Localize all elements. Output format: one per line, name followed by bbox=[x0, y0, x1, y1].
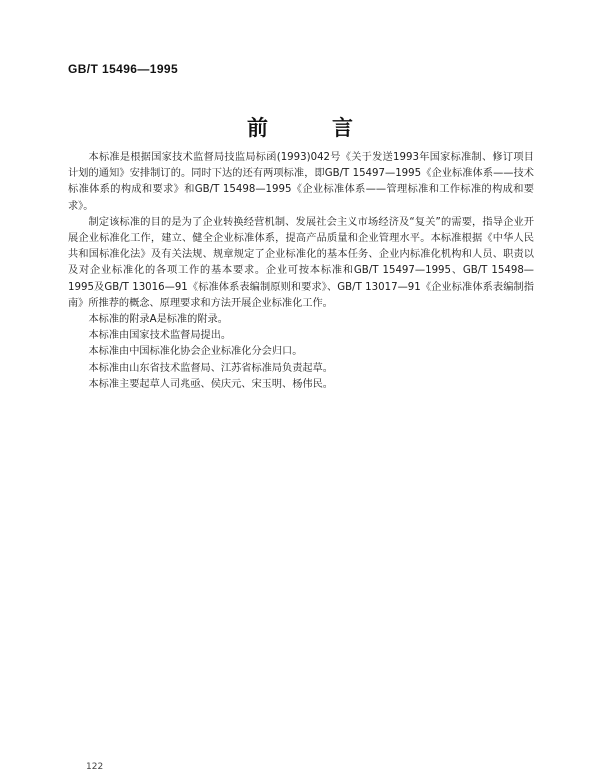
standard-code: GB/T 15496—1995 bbox=[68, 62, 179, 76]
paragraph-drafters: 本标准主要起草人司兆亟、侯庆元、宋玉明、杨伟民。 bbox=[88, 378, 333, 390]
paragraph-origin: 本标准是根据国家技术监督局技监局标函(1993)042号《关于发送1993年国家标准制、修订项目计划的通知》安排制订的。同时下达的还有两项标准，即GB/T 15497—1995《企业标准体系——技术标准体系的构成和要求》和GB/T 15498—1995《企业标准体系——管理标准和工作标准的构成和要求》。 bbox=[68, 152, 534, 212]
paragraph-centralized: 本标准由中国标准化协会企业标准化分会归口。 bbox=[88, 346, 303, 358]
page-title: 前言 bbox=[247, 116, 417, 140]
foreword-body bbox=[68, 150, 534, 393]
paragraph-appendix: 本标准的附录A是标准的附录。 bbox=[88, 314, 228, 326]
paragraph-purpose: 制定该标准的目的是为了企业转换经营机制、发展社会主义市场经济及“复关”的需要，指导企业开展企业标准化工作，建立、健全企业标准体系，提高产品质量和企业管理水平。本标准根据《中华人民共和国标准化法》及有关法规、规章规定了企业标准化的基本任务、企业内标准化机构和人员、职责以及对企业标准化的各项工作的基本要求。企业可按本标准和GB/T 15497—1995、GB/T 15498—1995及GB/T 13016—91《标准体系表编制原则和要求》、GB/T 13017—91《企业标准体系表编制指南》所推荐的概念、原理要求和方法开展企业标准化工作。 bbox=[68, 216, 534, 309]
page-number: 122 bbox=[86, 762, 104, 772]
paragraph-proposer: 本标准由国家技术监督局提出。 bbox=[88, 330, 232, 342]
paragraph-drafting-units: 本标准由山东省技术监督局、江苏省标准局负责起草。 bbox=[88, 362, 333, 374]
